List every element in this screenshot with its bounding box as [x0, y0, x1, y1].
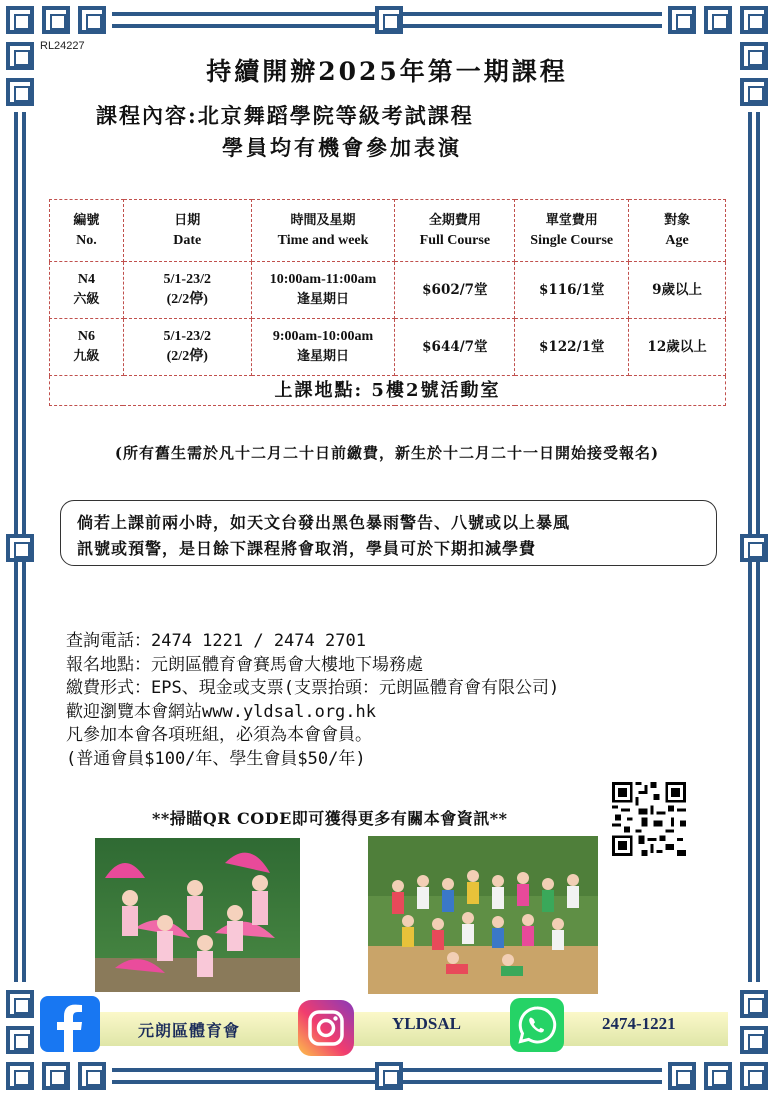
- header-cell-full-fee: 全期費用 Full Course: [395, 200, 515, 262]
- cell-full-fee: $602/7堂: [395, 262, 515, 319]
- table-location-row: [50, 376, 726, 406]
- class-location: 上課地點: 5樓2號活動室: [50, 376, 726, 406]
- frame-square: [740, 990, 768, 1018]
- contact-info: [66, 630, 559, 771]
- frame-square: [78, 1062, 106, 1090]
- cell-time: 9:00am-10:00am 逢星期日: [251, 319, 395, 376]
- page-title: 持續開辦2025年第一期課程: [206, 57, 568, 86]
- cell-date: 5/1-23/2 (2/2停): [123, 262, 251, 319]
- frame-square: [704, 6, 732, 34]
- course-table: [49, 199, 726, 406]
- qr-caption: **掃瞄QR CODE即可獲得更多有關本會資訊**: [152, 809, 508, 828]
- dance-photo-fans: [95, 838, 300, 992]
- whatsapp-icon[interactable]: [510, 998, 564, 1052]
- table-row: [50, 262, 726, 319]
- info-fees: (普通會員$100/年、學生會員$50/年): [66, 748, 366, 769]
- frame-square: [6, 534, 34, 562]
- info-website[interactable]: 歡迎瀏覽本會網站www.yldsal.org.hk: [66, 701, 376, 722]
- registration-notice: (所有舊生需於凡十二月二十日前繳費，新生於十二月二十一日開始接受報名): [114, 444, 660, 462]
- header-cell-time: 時間及星期 Time and week: [251, 200, 395, 262]
- info-payment: 繳費形式：EPS、現金或支票(支票抬頭：元朗區體育會有限公司): [66, 678, 560, 698]
- table-row: [50, 319, 726, 376]
- frame-square: [375, 6, 403, 34]
- frame-square: [740, 6, 768, 34]
- qr-code[interactable]: [612, 782, 686, 856]
- info-location: 報名地點：元朗區體育會賽馬會大樓地下場務處: [66, 654, 423, 675]
- info-membership: 凡參加本會各項班組，必須為本會會員。: [66, 725, 372, 745]
- frame-square: [42, 1062, 70, 1090]
- document-code: RL24227: [40, 40, 85, 52]
- course-content: 課程內容:北京舞蹈學院等級考試課程: [96, 103, 474, 128]
- cell-no: N6 九級: [50, 319, 124, 376]
- instagram-label: YLDSAL: [392, 1014, 461, 1033]
- dance-photo-group: [368, 836, 598, 994]
- cell-age: 9歲以上: [629, 262, 726, 319]
- cell-no: N4 六級: [50, 262, 124, 319]
- whatsapp-label: 2474-1221: [602, 1014, 676, 1033]
- header-cell-single-fee: 單堂費用 Single Course: [515, 200, 629, 262]
- frame-square: [668, 6, 696, 34]
- frame-square: [6, 1026, 34, 1054]
- header-cell-date: 日期 Date: [123, 200, 251, 262]
- frame-square: [704, 1062, 732, 1090]
- frame-square: [6, 990, 34, 1018]
- cell-single-fee: $116/1堂: [515, 262, 629, 319]
- warning-line: 訊號或預警，是日餘下課程將會取消，學員可於下期扣減學費: [77, 539, 537, 558]
- cell-time: 10:00am-11:00am 逢星期日: [251, 262, 395, 319]
- cell-full-fee: $644/7堂: [395, 319, 515, 376]
- table-header-row: [50, 200, 726, 262]
- info-phone: 查詢電話：2474 1221 / 2474 2701: [66, 631, 366, 651]
- frame-square: [375, 1062, 403, 1090]
- frame-square: [78, 6, 106, 34]
- cell-date: 5/1-23/2 (2/2停): [123, 319, 251, 376]
- instagram-icon[interactable]: [298, 1000, 354, 1056]
- frame-square: [668, 1062, 696, 1090]
- frame-square: [6, 1062, 34, 1090]
- header-cell-age: 對象 Age: [629, 200, 726, 262]
- frame-square: [740, 1026, 768, 1054]
- frame-square: [42, 6, 70, 34]
- frame-square: [740, 534, 768, 562]
- frame-square: [6, 6, 34, 34]
- warning-line: 倘若上課前兩小時，如天文台發出黑色暴雨警告、八號或以上暴風: [77, 513, 571, 532]
- cell-age: 12歲以上: [629, 319, 726, 376]
- facebook-label: 元朗區體育會: [138, 1021, 241, 1040]
- frame-square: [740, 1062, 768, 1090]
- cell-single-fee: $122/1堂: [515, 319, 629, 376]
- header-cell-no: 編號 No.: [50, 200, 124, 262]
- course-subtitle: 學員均有機會參加表演: [222, 135, 462, 160]
- weather-warning-box: [60, 500, 717, 566]
- facebook-icon[interactable]: [40, 996, 100, 1052]
